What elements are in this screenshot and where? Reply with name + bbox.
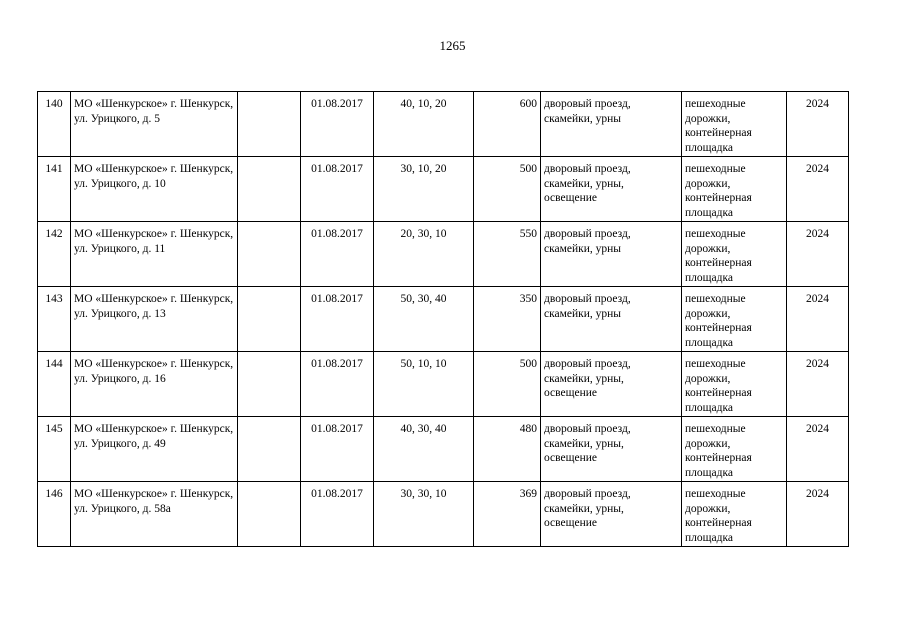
address-cell: МО «Шенкурское» г. Шенкурск, ул. Урицкого, д. 10 — [71, 157, 238, 222]
empty-cell — [238, 482, 301, 547]
works-cell: дворовый проезд, скамейки, урны, освещение — [541, 352, 682, 417]
row-number-cell: 141 — [38, 157, 71, 222]
empty-cell — [238, 287, 301, 352]
date-cell: 01.08.2017 — [301, 92, 374, 157]
date-cell: 01.08.2017 — [301, 222, 374, 287]
row-number-cell: 145 — [38, 417, 71, 482]
area-cell: 369 — [474, 482, 541, 547]
works-cell: дворовый проезд, скамейки, урны, освещение — [541, 482, 682, 547]
year-cell: 2024 — [787, 92, 849, 157]
empty-cell — [238, 352, 301, 417]
additional-works-cell: пешеходные дорожки, контейнерная площадка — [682, 222, 787, 287]
address-cell: МО «Шенкурское» г. Шенкурск, ул. Урицкого, д. 5 — [71, 92, 238, 157]
works-cell: дворовый проезд, скамейки, урны, освещение — [541, 157, 682, 222]
date-cell: 01.08.2017 — [301, 287, 374, 352]
works-cell: дворовый проезд, скамейки, урны — [541, 287, 682, 352]
values-cell: 50, 30, 40 — [374, 287, 474, 352]
page-number: 1265 — [439, 38, 466, 53]
yard-registry-table — [37, 91, 849, 547]
address-cell: МО «Шенкурское» г. Шенкурск, ул. Урицкого, д. 49 — [71, 417, 238, 482]
year-cell: 2024 — [787, 157, 849, 222]
row-number-cell: 143 — [38, 287, 71, 352]
additional-works-cell: пешеходные дорожки, контейнерная площадка — [682, 352, 787, 417]
table-row — [38, 352, 849, 417]
area-cell: 600 — [474, 92, 541, 157]
table-row — [38, 482, 849, 547]
row-number-cell: 140 — [38, 92, 71, 157]
values-cell: 40, 10, 20 — [374, 92, 474, 157]
row-number-cell: 144 — [38, 352, 71, 417]
area-cell: 500 — [474, 352, 541, 417]
area-cell: 350 — [474, 287, 541, 352]
date-cell: 01.08.2017 — [301, 482, 374, 547]
additional-works-cell: пешеходные дорожки, контейнерная площадка — [682, 417, 787, 482]
empty-cell — [238, 157, 301, 222]
address-cell: МО «Шенкурское» г. Шенкурск, ул. Урицкого, д. 13 — [71, 287, 238, 352]
table-row — [38, 92, 849, 157]
table-row — [38, 417, 849, 482]
values-cell: 20, 30, 10 — [374, 222, 474, 287]
works-cell: дворовый проезд, скамейки, урны — [541, 92, 682, 157]
values-cell: 50, 10, 10 — [374, 352, 474, 417]
table-row — [38, 287, 849, 352]
date-cell: 01.08.2017 — [301, 352, 374, 417]
works-cell: дворовый проезд, скамейки, урны — [541, 222, 682, 287]
table-row — [38, 222, 849, 287]
additional-works-cell: пешеходные дорожки, контейнерная площадка — [682, 482, 787, 547]
additional-works-cell: пешеходные дорожки, контейнерная площадка — [682, 287, 787, 352]
year-cell: 2024 — [787, 352, 849, 417]
empty-cell — [238, 222, 301, 287]
works-cell: дворовый проезд, скамейки, урны, освещение — [541, 417, 682, 482]
empty-cell — [238, 92, 301, 157]
values-cell: 30, 10, 20 — [374, 157, 474, 222]
year-cell: 2024 — [787, 287, 849, 352]
year-cell: 2024 — [787, 417, 849, 482]
values-cell: 30, 30, 10 — [374, 482, 474, 547]
address-cell: МО «Шенкурское» г. Шенкурск, ул. Урицкого, д. 58а — [71, 482, 238, 547]
year-cell: 2024 — [787, 222, 849, 287]
table-body — [38, 92, 849, 547]
date-cell: 01.08.2017 — [301, 417, 374, 482]
address-cell: МО «Шенкурское» г. Шенкурск, ул. Урицкого, д. 11 — [71, 222, 238, 287]
table-row — [38, 157, 849, 222]
area-cell: 500 — [474, 157, 541, 222]
address-cell: МО «Шенкурское» г. Шенкурск, ул. Урицкого, д. 16 — [71, 352, 238, 417]
values-cell: 40, 30, 40 — [374, 417, 474, 482]
additional-works-cell: пешеходные дорожки, контейнерная площадка — [682, 157, 787, 222]
date-cell: 01.08.2017 — [301, 157, 374, 222]
area-cell: 480 — [474, 417, 541, 482]
additional-works-cell: пешеходные дорожки, контейнерная площадка — [682, 92, 787, 157]
empty-cell — [238, 417, 301, 482]
row-number-cell: 146 — [38, 482, 71, 547]
row-number-cell: 142 — [38, 222, 71, 287]
year-cell: 2024 — [787, 482, 849, 547]
area-cell: 550 — [474, 222, 541, 287]
